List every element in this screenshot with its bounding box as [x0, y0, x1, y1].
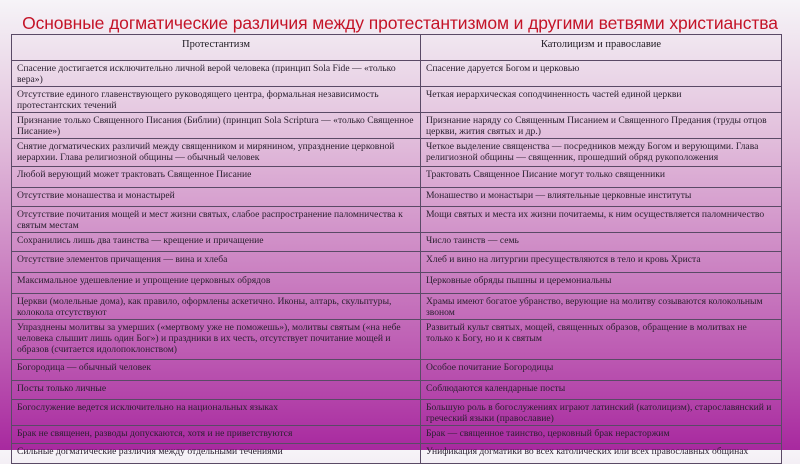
- cell-protestantism: Упразднены молитвы за умерших («мертвому уже не поможешь»), молитвы святым («на небе человека слышит лишь один Бог») и праздники в их честь, отсутствует почитание мощей и образов (считается идолопоклонством): [12, 320, 421, 360]
- table-row: [12, 188, 782, 207]
- cell-catholicism-orthodoxy: Соблюдаются календарные посты: [421, 381, 782, 400]
- table-row: [12, 360, 782, 381]
- header-protestantism: Протестантизм: [12, 35, 421, 61]
- table-row: [12, 233, 782, 252]
- table-row: [12, 252, 782, 273]
- table-row: [12, 167, 782, 188]
- cell-protestantism: Отсутствие единого главенствующего руководящего центра, формальная независимость протестантских течений: [12, 87, 421, 113]
- table-row: [12, 294, 782, 320]
- cell-catholicism-orthodoxy: Монашество и монастыри — влиятельные церковные институты: [421, 188, 782, 207]
- slide-title: Основные догматические различия между протестантизмом и другими ветвями христианства: [22, 13, 778, 33]
- cell-protestantism: Посты только личные: [12, 381, 421, 400]
- cell-protestantism: Максимальное удешевление и упрощение церковных обрядов: [12, 273, 421, 294]
- table-header-row: [12, 35, 782, 61]
- cell-catholicism-orthodoxy: Спасение даруется Богом и церковью: [421, 61, 782, 87]
- cell-catholicism-orthodoxy: Большую роль в богослужениях играют латинский (католицизм), старославянский и греческий языки (православие): [421, 400, 782, 426]
- table-row: [12, 207, 782, 233]
- cell-protestantism: Спасение достигается исключительно личной верой человека (принцип Sola Fide — «только вера»): [12, 61, 421, 87]
- cell-catholicism-orthodoxy: Хлеб и вино на литургии пресуществляются в тело и кровь Христа: [421, 252, 782, 273]
- table-row: [12, 426, 782, 444]
- cell-protestantism: Брак не священен, разводы допускаются, хотя и не приветствуются: [12, 426, 421, 444]
- cell-catholicism-orthodoxy: Трактовать Священное Писание могут только священники: [421, 167, 782, 188]
- cell-protestantism: Отсутствие монашества и монастырей: [12, 188, 421, 207]
- cell-protestantism: Сохранились лишь два таинства — крещение и причащение: [12, 233, 421, 252]
- cell-catholicism-orthodoxy: Развитый культ святых, мощей, священных образов, обращение в молитвах не только к Богу, но и к святым: [421, 320, 782, 360]
- cell-catholicism-orthodoxy: Признание наряду со Священным Писанием и Священного Предания (труды отцов церкви, жития святых и др.): [421, 113, 782, 139]
- cell-catholicism-orthodoxy: Мощи святых и места их жизни почитаемы, к ним осуществляется паломничество: [421, 207, 782, 233]
- cell-protestantism: Сильные догматические различия между отдельными течениями: [12, 444, 421, 464]
- table-row: [12, 273, 782, 294]
- table-row: [12, 444, 782, 464]
- cell-catholicism-orthodoxy: Унификация догматики во всех католических или всех православных общинах: [421, 444, 782, 464]
- cell-catholicism-orthodoxy: Четкая иерархическая соподчиненность частей единой церкви: [421, 87, 782, 113]
- comparison-table: [11, 34, 782, 464]
- cell-protestantism: Богородица — обычный человек: [12, 360, 421, 381]
- table-row: [12, 381, 782, 400]
- cell-protestantism: Признание только Священного Писания (Библии) (принцип Sola Scriptura — «только Священное Писание»): [12, 113, 421, 139]
- cell-catholicism-orthodoxy: Четкое выделение священства — посредников между Богом и верующими. Глава религиозной общины — священник, прошедший обряд рукоположения: [421, 139, 782, 167]
- table-row: [12, 113, 782, 139]
- cell-catholicism-orthodoxy: Число таинств — семь: [421, 233, 782, 252]
- cell-protestantism: Богослужение ведется исключительно на национальных языках: [12, 400, 421, 426]
- cell-catholicism-orthodoxy: Брак — священное таинство, церковный брак нерасторжим: [421, 426, 782, 444]
- table-row: [12, 87, 782, 113]
- cell-catholicism-orthodoxy: Церковные обряды пышны и церемониальны: [421, 273, 782, 294]
- table-row: [12, 139, 782, 167]
- cell-protestantism: Отсутствие почитания мощей и мест жизни святых, слабое распространение паломничества к святым местам: [12, 207, 421, 233]
- table-body: [12, 61, 782, 464]
- cell-catholicism-orthodoxy: Особое почитание Богородицы: [421, 360, 782, 381]
- table-row: [12, 400, 782, 426]
- cell-protestantism: Снятие догматических различий между священником и мирянином, упразднение церковной иерархии. Глава религиозной общины — обычный человек: [12, 139, 421, 167]
- cell-protestantism: Отсутствие элементов причащения — вина и хлеба: [12, 252, 421, 273]
- table-row: [12, 320, 782, 360]
- header-catholicism-orthodoxy: Католицизм и православие: [421, 35, 782, 61]
- table-row: [12, 61, 782, 87]
- cell-protestantism: Церкви (молельные дома), как правило, оформлены аскетично. Иконы, алтарь, скульптуры, колокола отсутствуют: [12, 294, 421, 320]
- cell-catholicism-orthodoxy: Храмы имеют богатое убранство, верующие на молитву созываются колокольным звоном: [421, 294, 782, 320]
- cell-protestantism: Любой верующий может трактовать Священное Писание: [12, 167, 421, 188]
